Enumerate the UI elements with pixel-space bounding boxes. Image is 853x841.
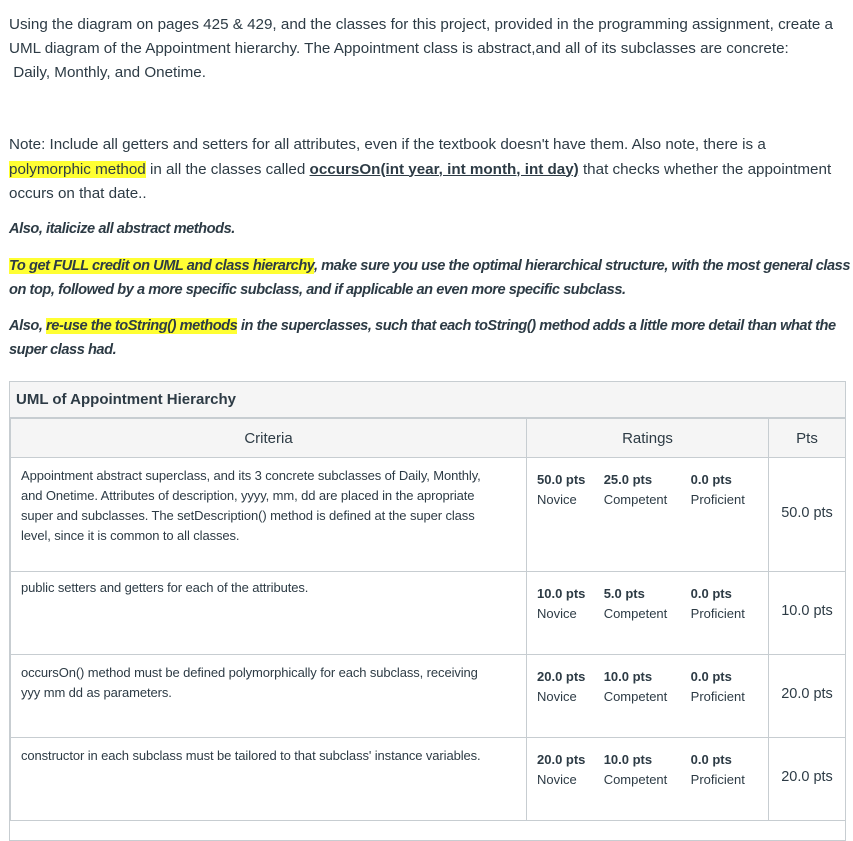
points-cell (769, 572, 846, 655)
rating-label: Novice (537, 772, 577, 787)
tostring-prefix: Also, (9, 318, 47, 334)
rating-proficient[interactable] (691, 667, 768, 707)
rating-points: 0.0 pts (690, 586, 732, 601)
criterion-line: occursOn() method must be defined polymorphically for each subclass, receiving (21, 665, 478, 680)
criterion-cell (11, 458, 527, 572)
criterion-line: constructor in each subclass must be tailored to that subclass' instance variables. (21, 748, 481, 763)
rating-points: 0.0 pts (690, 752, 732, 767)
ratings-cell (527, 738, 769, 821)
note-paragraph (9, 133, 849, 207)
points-cell (769, 655, 846, 738)
note-line: occurs on that date.. (9, 185, 147, 202)
rating-proficient[interactable] (691, 750, 768, 790)
rating-proficient[interactable] (691, 584, 768, 624)
intro-line: UML diagram of the Appointment hierarchy. The Appointment class is abstract,and all of its subclasses are concrete: (9, 40, 789, 57)
intro-paragraph (9, 13, 849, 85)
criterion-line: Appointment abstract superclass, and its 3 concrete subclasses of Daily, Monthly, (21, 468, 481, 483)
rating-label: Proficient (690, 689, 745, 704)
note-text: that checks whether the appointment (578, 160, 832, 178)
rating-label: Novice (537, 492, 577, 507)
criterion-line: and Onetime. Attributes of description, yyyy, mm, dd are placed in the apropriate (21, 488, 475, 503)
note-text: in all the classes called (145, 160, 310, 178)
tostring-text: super class had. (9, 342, 117, 358)
criterion-line: yyy mm dd as parameters. (21, 685, 172, 700)
full-credit-text: , make sure you use the optimal hierarchical structure, with the most general class (313, 258, 850, 274)
rating-label: Competent (603, 606, 668, 621)
rating-points: 5.0 pts (603, 586, 645, 601)
ratings-cell (527, 655, 769, 738)
rating-points: 10.0 pts (603, 752, 653, 767)
criterion-points: 20.0 pts (781, 769, 833, 785)
pts-header: Pts (769, 419, 846, 458)
rubric-row (11, 655, 846, 738)
note-line (9, 158, 849, 183)
points-cell (769, 458, 846, 572)
tostring-instruction (9, 314, 849, 362)
full-credit-highlight: To get FULL credit on UML and class hierarchy (9, 258, 314, 274)
rating-novice[interactable] (537, 750, 604, 790)
tostring-text: in the superclasses, such that each toString() method adds a little more detail than what the (237, 318, 836, 334)
rating-points: 50.0 pts (537, 472, 586, 487)
ratings-header: Ratings (527, 419, 769, 458)
rating-novice[interactable] (537, 470, 604, 510)
note-text: Note: Include all getters and setters for all attributes, even if the textbook doesn't have them. Also note, there is a (9, 136, 766, 153)
full-credit-instruction (9, 254, 849, 302)
rating-label: Competent (603, 689, 668, 704)
rating-points: 0.0 pts (690, 472, 732, 487)
rating-label: Proficient (690, 606, 745, 621)
italicize-instruction: Also, italicize all abstract methods. (9, 221, 235, 237)
rating-label: Novice (537, 689, 577, 704)
rubric-table (10, 418, 846, 821)
intro-line: Daily, Monthly, and Onetime. (9, 64, 206, 81)
rating-competent[interactable] (604, 750, 691, 790)
rubric (9, 381, 846, 841)
criterion-line: super and subclasses. The setDescription() method is defined at the super class (21, 508, 475, 523)
criterion-description (11, 458, 526, 546)
criterion-line: level, since it is common to all classes. (21, 528, 240, 543)
criterion-description (11, 572, 526, 598)
rating-points: 20.0 pts (537, 752, 586, 767)
full-credit-text: on top, followed by a more specific subclass, and if applicable an even more specific subclass. (9, 282, 626, 298)
rating-label: Novice (537, 606, 577, 621)
tostring-highlight: re-use the toString() methods (46, 318, 238, 334)
rating-points: 10.0 pts (603, 669, 653, 684)
rating-points: 10.0 pts (537, 586, 586, 601)
rubric-row (11, 738, 846, 821)
rating-label: Proficient (690, 772, 745, 787)
criterion-description (11, 738, 526, 766)
rating-label: Proficient (690, 492, 745, 507)
rubric-header-row (11, 419, 846, 458)
criterion-cell (11, 572, 527, 655)
rating-competent[interactable] (604, 584, 691, 624)
criterion-cell (11, 738, 527, 821)
intro-line: Using the diagram on pages 425 & 429, and the classes for this project, provided in the programming assignment, create a (9, 16, 833, 33)
criterion-line: public setters and getters for each of the attributes. (21, 580, 309, 595)
rating-novice[interactable] (537, 667, 604, 707)
ratings-cell (527, 458, 769, 572)
rating-novice[interactable] (537, 584, 604, 624)
rating-label: Competent (603, 492, 668, 507)
rating-competent[interactable] (604, 470, 691, 510)
rubric-row (11, 458, 846, 572)
criterion-points: 10.0 pts (781, 603, 833, 619)
criterion-points: 50.0 pts (781, 505, 833, 521)
rating-points: 25.0 pts (603, 472, 653, 487)
rubric-row (11, 572, 846, 655)
rating-points: 20.0 pts (537, 669, 586, 684)
polymorphic-highlight: polymorphic method (9, 160, 146, 178)
points-cell (769, 738, 846, 821)
rating-proficient[interactable] (691, 470, 768, 510)
note-line (9, 133, 849, 158)
occurs-on-method: occursOn(int year, int month, int day) (309, 160, 579, 178)
criterion-cell (11, 655, 527, 738)
criterion-points: 20.0 pts (781, 686, 833, 702)
rating-label: Competent (603, 772, 668, 787)
criteria-header: Criteria (11, 419, 527, 458)
rating-competent[interactable] (604, 667, 691, 707)
rating-points: 0.0 pts (690, 669, 732, 684)
criterion-description (11, 655, 526, 703)
ratings-cell (527, 572, 769, 655)
rubric-title: UML of Appointment Hierarchy (10, 382, 845, 418)
